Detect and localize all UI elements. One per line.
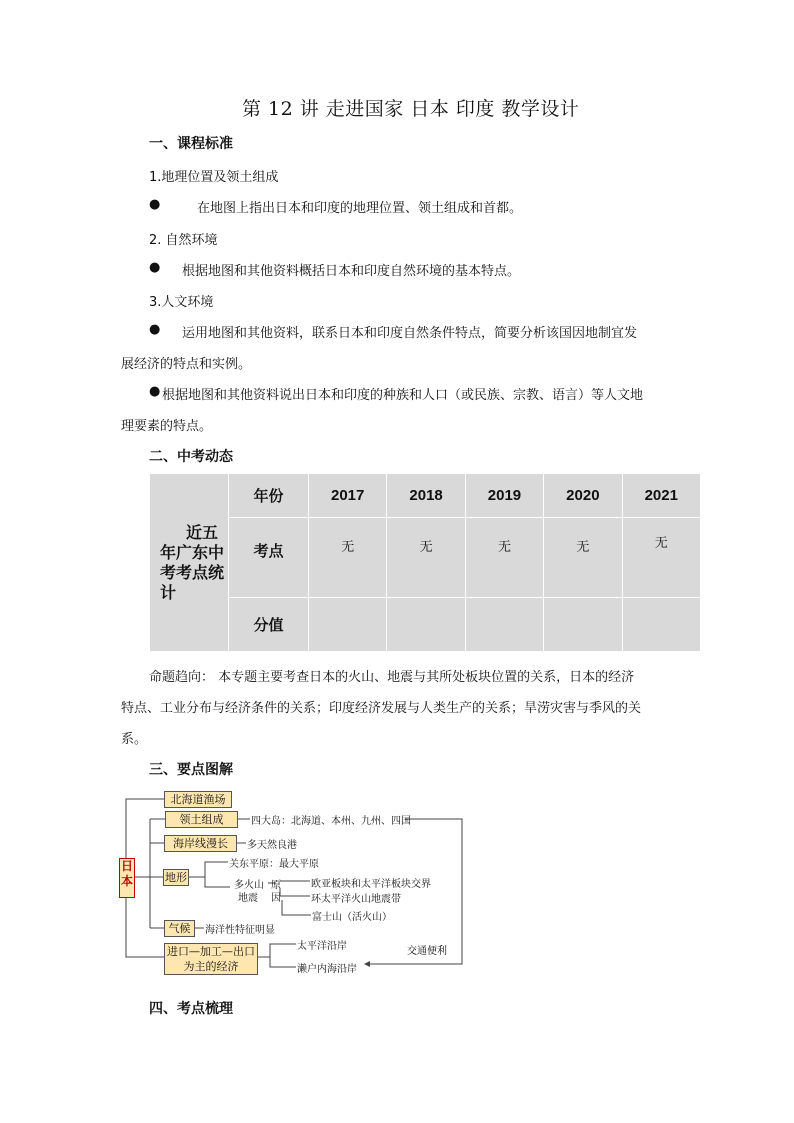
trend-line2: 特点、工业分布与经济条件的关系；印度经济发展与人类生产的关系；旱涝灾害与季风的关 — [121, 701, 642, 716]
point-cell: 无 — [309, 518, 387, 598]
diagram-text-transport: 交通便利 — [407, 946, 447, 957]
standard-location: 在地图上指出日本和印度的地理位置、领土组成和首都。 — [197, 201, 523, 216]
diagram-text-cause: 原 — [271, 880, 281, 891]
year-cell: 2017 — [309, 474, 387, 518]
row-label-year: 年份 — [229, 474, 309, 518]
diagram-node-economy — [164, 943, 258, 975]
subheading-natural: 2. 自然环境 — [149, 233, 218, 248]
diagram-node-terrain: 地形 — [165, 871, 187, 884]
diagram-text-plate: 欧亚板块和太平洋板块交界 — [311, 879, 431, 890]
diagram-node-fishery: 北海道渔场 — [164, 791, 232, 808]
row-label-score: 分值 — [229, 598, 309, 652]
diagram-text-pacific: 太平洋沿岸 — [297, 941, 347, 952]
year-cell: 2018 — [387, 474, 465, 518]
section2-heading: 二、中考动态 — [149, 449, 233, 465]
diagram-text-plain: 关东平原：最大平原 — [229, 859, 319, 870]
point-cell: 无 — [465, 518, 543, 598]
document-title: 第 12 讲 走进国家 日本 印度 教学设计 — [242, 98, 580, 120]
row-label-point: 考点 — [229, 518, 309, 598]
caption-line: 考考点统 — [160, 562, 225, 582]
year-cell: 2021 — [622, 474, 700, 518]
diagram-node-territory: 领土组成 — [165, 811, 238, 828]
standard-population-line1: 根据地图和其他资料说出日本和印度的种族和人口（或民族、宗教、语言）等人文地 — [162, 388, 644, 403]
diagram-text-harbors: 多天然良港 — [247, 840, 297, 851]
diagram-text-setonaikai: 濑户内海沿岸 — [297, 964, 357, 975]
arrow-head-icon — [364, 961, 370, 967]
point-cell: 无 — [622, 518, 700, 598]
trend-line1: 命题趋向： 本专题主要考查日本的火山、地震与其所处板块位置的关系，日本的经济 — [149, 670, 635, 685]
caption-line: 近五 — [186, 522, 219, 542]
bullet-symbol: ● — [149, 322, 161, 337]
bullet-symbol: ● — [149, 384, 161, 399]
standard-natural: 根据地图和其他资料概括日本和印度自然环境的基本特点。 — [182, 264, 521, 279]
standard-population-line2: 理要素的特点。 — [121, 419, 213, 434]
caption-line: 年广东中 — [160, 542, 225, 562]
diagram-text-belt: 环太平洋火山地震带 — [311, 894, 401, 905]
section3-heading: 三、要点图解 — [149, 762, 233, 778]
diagram-root-japan: 日本 — [119, 858, 135, 898]
subheading-human: 3.人文环境 — [149, 295, 214, 310]
standard-economy-line1: 运用地图和其他资料，联系日本和印度自然条件特点，简要分析该国因地制宜发 — [182, 326, 638, 341]
point-cell: 无 — [544, 518, 622, 598]
caption-line: 计 — [160, 582, 177, 602]
year-cell: 2019 — [465, 474, 543, 518]
diagram-node-coastline: 海岸线漫长 — [164, 835, 237, 852]
economy-line: 为主的经济 — [183, 960, 239, 973]
diagram-node-climate: 气候 — [164, 920, 195, 937]
point-cell: 无 — [387, 518, 465, 598]
trend-line3: 系。 — [121, 732, 148, 747]
diagram-text-cause: 因 — [271, 893, 281, 904]
diagram-text-volcano: 多火山 — [234, 880, 264, 891]
year-cell: 2020 — [544, 474, 622, 518]
diagram-text-fuji: 富士山（活火山） — [312, 912, 392, 923]
diagram-text-islands: 四大岛：北海道、本州、九州、四国 — [251, 816, 411, 827]
section1-heading: 一、课程标准 — [149, 136, 233, 152]
standard-economy-line2: 展经济的特点和实例。 — [121, 357, 252, 372]
diagram-text-maritime: 海洋性特征明显 — [205, 925, 275, 936]
economy-line: 进口—加工—出口 — [167, 945, 255, 958]
bullet-symbol: ● — [149, 197, 161, 212]
bullet-symbol: ● — [149, 260, 161, 275]
subheading-location: 1.地理位置及领土组成 — [149, 170, 279, 185]
section4-heading: 四、考点梳理 — [149, 1001, 233, 1017]
diagram-text-quake: 地震 — [238, 893, 258, 904]
